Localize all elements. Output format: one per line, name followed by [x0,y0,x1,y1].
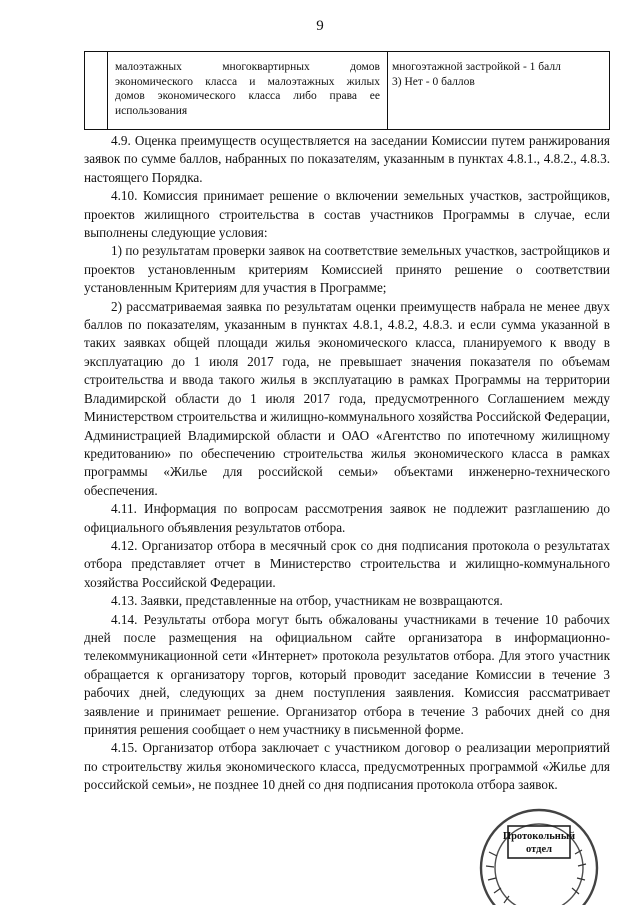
page-number: 9 [316,18,324,34]
score-line: 3) Нет - 0 баллов [392,75,475,88]
criterion-line: использования [115,104,188,117]
paragraph-4-13: 4.13. Заявки, представленные на отбор, участникам не возвращаются. [111,593,503,609]
stamp-text-line-1: Протокольный [502,831,576,842]
paragraph-4-14: 4.14. Результаты отбора могут быть обжалованы участниками в течение 10 рабочих дней после размещения на официальном сайте организатора в информационно-телекоммуникационной сети «Интернет» протокола результатов отбора. Для этого участник обращается к организатору торгов, который проводит заседание Комиссии в течение 3 рабочих дней, следующих за днем поступления заявления. Комиссия рассматривает заявление и принимает решение. Организатор отбора в течение 3 рабочих дней со дня принятия решения сообщает о нем участнику в письменной форме. [84,611,610,737]
paragraph-4-11: 4.11. Информация по вопросам рассмотрения заявок не подлежит разглашению до официального объявления результатов отбора. [84,501,610,535]
paragraph-4-10: 4.10. Комиссия принимает решение о включении земельных участков, застройщиков, проектов жилищного строительства в состав участников Программы в случае, если выполнены следующие условия: [84,188,610,241]
table-row [85,52,610,130]
paragraph-4-10-item-1: 1) по результатам проверки заявок на соответствие земельных участков, застройщиков и проектов установленным критериям Комиссией принято решение о соответствии установленным Критериям для участия в Программе; [84,243,610,296]
criterion-line: домов экономического класса либо права ее [115,90,380,102]
table-cell-score [388,52,610,130]
criterion-line: малоэтажных многоквартирных домов [115,61,380,73]
criterion-line: экономического класса и малоэтажных жилых [115,75,380,88]
table-cell-empty [85,52,108,130]
criteria-table-fragment [84,51,610,130]
paragraph-4-9: 4.9. Оценка преимуществ осуществляется на заседании Комиссии путем ранжирования заявок по сумме баллов, набранных по показателям, указанным в пунктах 4.8.1., 4.8.2., 4.8.3. настоящего Порядка. [84,133,610,185]
table-cell-criterion [108,52,388,130]
paragraph-4-10-item-2: 2) рассматриваемая заявка по результатам оценки преимуществ набрала не менее двух баллов по показателям, указанным в пунктах 4.8.1, 4.8.2, 4.8.3. и если сумма указанной в таких заявках общей площади жилья экономического класса, планируемого к вводу в эксплуатацию до 1 июля 2017 года, не превышает значения показателя по объемам строительства и ввода такого жилья в эксплуатацию в рамках Программы на территории Владимирской области до 1 июля 2017 года, предусмотренного Соглашением между Министерством строительства и жилищно-коммунального хозяйства Российской Федерации, Администрацией Владимирской области и ОАО «Агентство по ипотечному жилищному кредитованию» по обеспечению строительства жилья экономического класса в рамках программы «Жилье для российской семьи» объектами инженерно-технического обеспечения. [84,298,610,498]
paragraph-4-15: 4.15. Организатор отбора заключает с участником договор о реализации мероприятий по строительству жилья экономического класса, предусмотренных программой «Жилье для российской семьи», не позднее 10 дней со дня подписания протокола отбора заявок. [84,740,610,793]
stamp-text-line-2: отдел [526,844,552,855]
score-line: многоэтажной застройкой - 1 балл [392,61,561,73]
document-body [84,132,610,795]
paragraph-4-12: 4.12. Организатор отбора в месячный срок со дня подписания протокола о результатах отбора представляет отчет в Министерство строительства и жилищно-коммунального хозяйства Российской Федерации. [84,537,610,590]
stamp-seal [464,790,599,905]
